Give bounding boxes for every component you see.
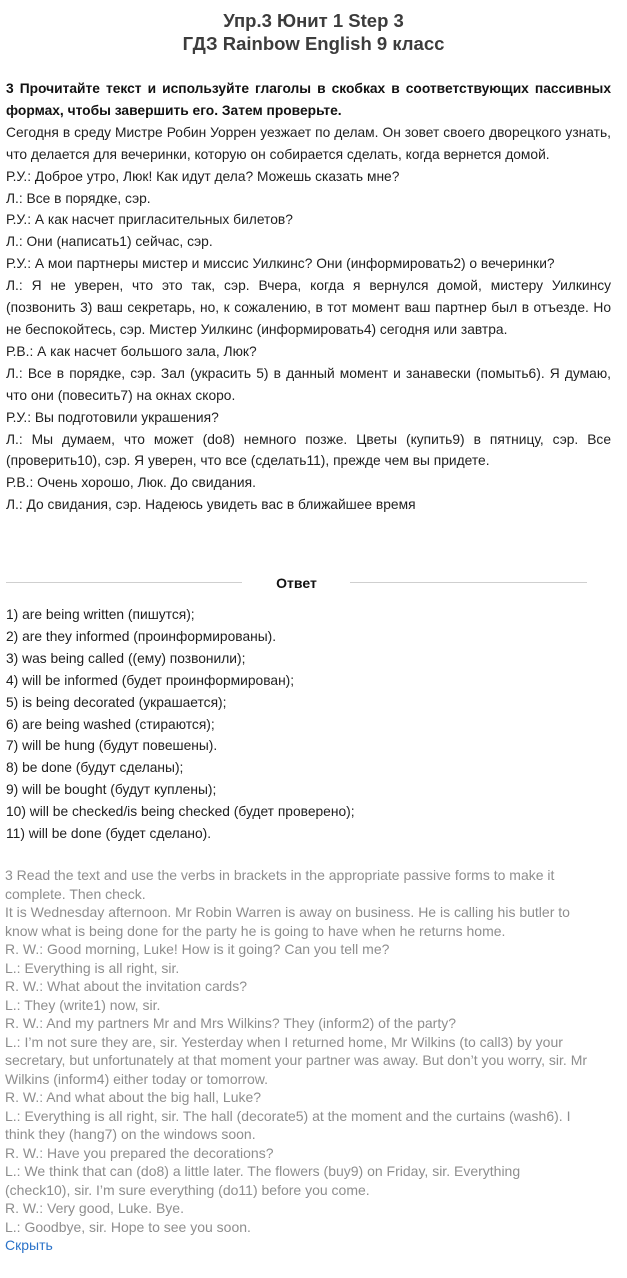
dialog-line-ru: Л.: Мы думаем, что может (do8) немного позже. Цветы (купить9) в пятницу, сэр. Все (проверить10), сэр. Я уверен, что все (сделать11), прежде чем вы придете. [6,431,611,469]
answer-item: 7) will be hung (будут повешены). [6,738,218,754]
page-subtitle: ГДЗ Rainbow English 9 класс [182,33,445,54]
task-intro-ru: Сегодня в среду Мистре Робин Уоррен уезжает по делам. Он зовет своего дворецкого узнать, что делается для вечеринки, которую он собирается сделать, когда вернется домой. [6,124,611,162]
dialog-line-en: R. W.: Very good, Luke. Bye. [5,1200,184,1216]
dialog-line-ru: Р.В.: Очень хорошо, Люк. До свидания. [6,475,256,491]
dialog-line-en: L.: Goodbye, sir. Hope to see you soon. [5,1218,251,1235]
answer-list [6,604,355,845]
dialog-line-en: R. W.: What about the invitation cards? [5,978,248,994]
dialog-line-en: L.: They (write1) now, sir. [5,996,161,1013]
dialog-line-ru: Р.У.: А как насчет пригласительных билетов? [6,212,293,228]
answer-item: 10) will be checked/is being checked (будет проверено); [6,804,355,820]
answer-item: 8) be done (будут сделаны); [6,760,184,776]
answer-item: 2) are they informed (проинформированы). [6,628,277,644]
dialog-line-ru: Р.В.: А как насчет большого зала, Люк? [6,343,257,359]
answer-item: 3) was being called ((ему) позвонили); [6,650,246,666]
answer-item: 11) will be done (будет сделано). [6,826,212,842]
page-title: Упр.3 Юнит 1 Step 3 [223,10,404,31]
dialog-line-en: L.: Everything is all right, sir. The hall (decorate5) at the moment and the curtains (wash6). I think they (hang7) on the windows soon. [5,1107,571,1142]
answer-divider-label: Ответ [276,575,317,591]
dialog-line-en: L.: We think that can (do8) a little later. The flowers (buy9) on Friday, sir. Everything (check10), sir. I’m sure everything (do11) before you come. [5,1163,521,1198]
dialog-line-ru: Л.: Они (написать1) сейчас, сэр. [6,234,213,250]
dialog-line-ru: Р.У.: Доброе утро, Люк! Как идут дела? Можешь сказать мне? [6,168,400,184]
hide-link[interactable]: Скрыть [5,1237,53,1253]
dialog-line-en: R. W.: And my partners Mr and Mrs Wilkins? They (inform2) of the party? [5,1015,456,1031]
task-intro-en: It is Wednesday afternoon. Mr Robin Warren is away on business. He is calling his butler to know what is being done for the party he is going to have when he returns home. [5,904,570,939]
dialog-line-ru: Л.: До свидания, сэр. Надеюсь увидеть вас в ближайшее время [6,497,416,513]
answer-item: 6) are being washed (стираются); [6,716,215,732]
dialog-line-en: L.: I’m not sure they are, sir. Yesterday when I returned home, Mr Wilkins (to call3) by your secretary, but unfortunately at that moment your partner was away. But don’t you worry, sir. Mr Wilkins (inform4) either today or tomorrow. [5,1033,588,1087]
dialog-line-en: L.: Everything is all right, sir. [5,959,180,976]
answer-item: 5) is being decorated (украшается); [6,694,227,710]
answer-item: 1) are being written (пишутся); [6,607,195,622]
answer-divider [6,572,587,594]
dialog-line-en: R. W.: Good morning, Luke! How is it going? Can you tell me? [5,941,390,957]
dialog-line-ru: Р.У.: Вы подготовили украшения? [6,409,219,425]
divider-line-right [350,582,587,583]
dialog-line-ru: Л.: Я не уверен, что это так, сэр. Вчера, когда я вернулся домой, мистеру Уилкинсу (позвонить 3) ваш секретарь, но, к сожалению, в тот момент ваш партнер был в отъезде. Но не беспокойтесь, сэр. Мистер Уилкинс (информировать4) сегодня или завтра. [6,278,611,337]
task-instruction-en: 3 Read the text and use the verbs in brackets in the appropriate passive forms to make it complete. Then check. [5,867,555,902]
dialog-line-en: R. W.: And what about the big hall, Luke? [5,1089,262,1105]
dialog-line-en: R. W.: Have you prepared the decorations? [5,1144,274,1161]
task-instruction-ru: 3 Прочитайте текст и используйте глаголы в скобках в соответствующих пассивных формах, чтобы завершить его. Затем проверьте. [6,81,611,118]
dialog-line-ru: Л.: Все в порядке, сэр. Зал (украсить 5) в данный момент и занавески (помыть6). Я думаю, что они (повесить7) на окнах скоро. [6,365,611,403]
answer-item: 4) will be informed (будет проинформирован); [6,672,295,688]
dialog-line-ru: Р.У.: А мои партнеры мистер и миссис Уилкинс? Они (информировать2) о вечеринки? [6,256,555,272]
task-english [5,866,589,1255]
dialog-line-ru: Л.: Все в порядке, сэр. [6,190,151,206]
page-header [0,9,627,55]
task-russian [6,78,611,516]
answer-item: 9) will be bought (будут куплены); [6,782,217,798]
